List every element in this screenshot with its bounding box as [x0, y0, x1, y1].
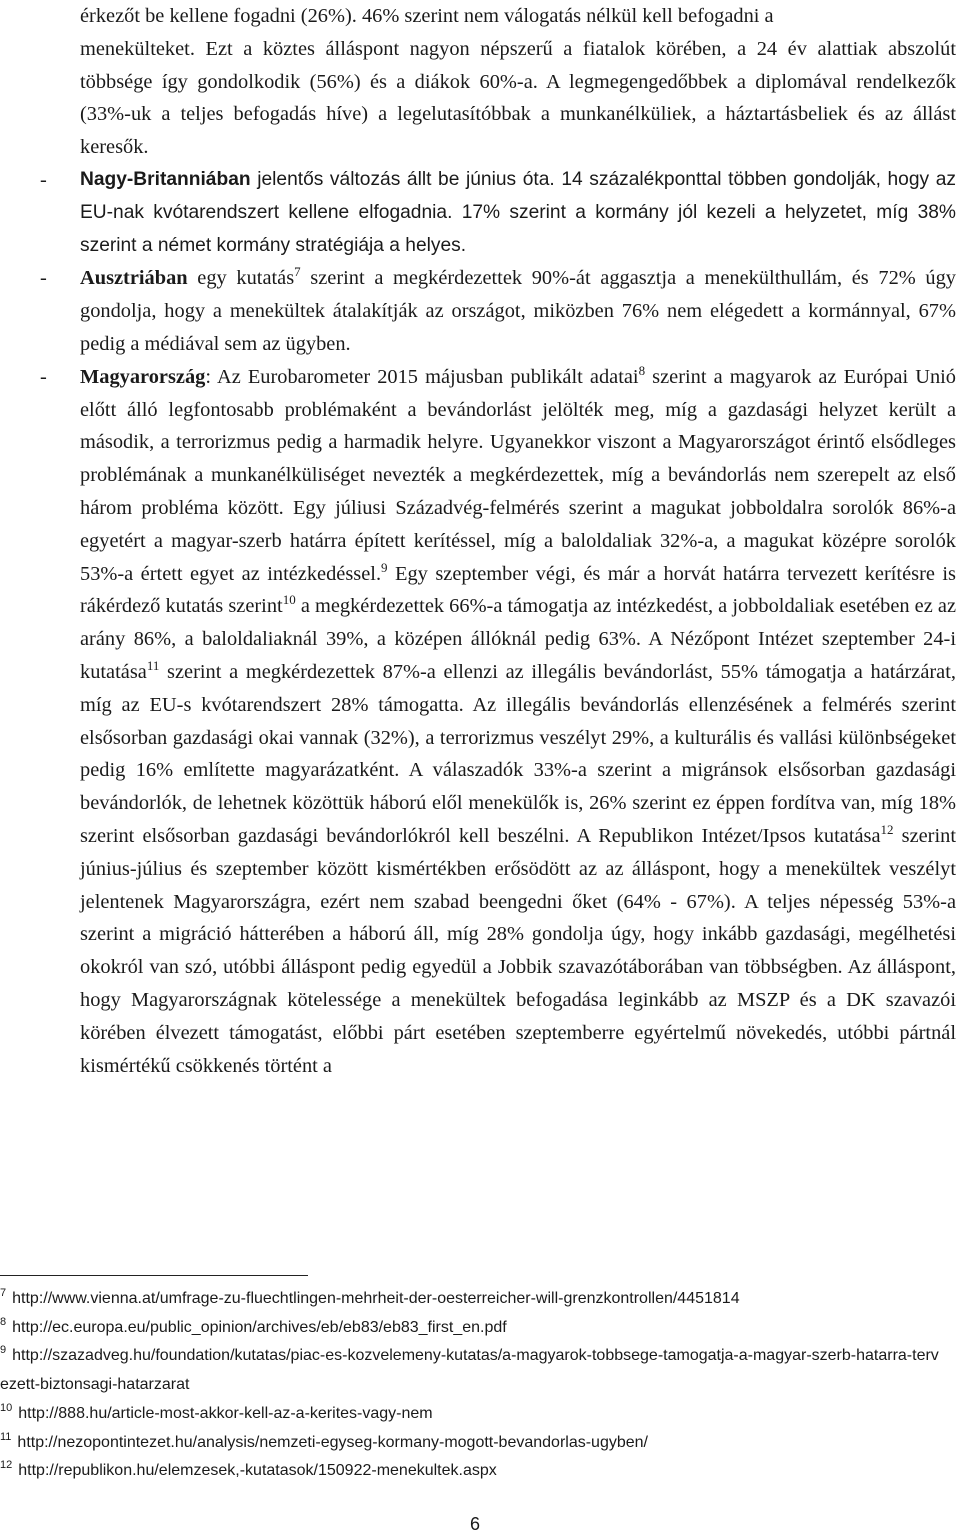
page-number: 6 [470, 1514, 481, 1534]
hungary-text-3: Egy szeptember végi, és már a horvát határra tervezett kerítésre is rákérdező kutatás szerint [80, 562, 956, 618]
footnote-ref-8[interactable]: 8 [638, 362, 646, 378]
footnote-10 [0, 1400, 940, 1429]
footnotes [0, 1285, 940, 1486]
footnote-11 [0, 1429, 940, 1458]
footnote-number: 9 [0, 1344, 7, 1357]
intro-paragraph [0, 0, 956, 164]
footnote-12 [0, 1457, 940, 1486]
footnote-9 [0, 1342, 940, 1399]
hungary-text-6: szerint június-július és szeptember között kismértékben erősödött az az álláspont, hogy a menekültek veszélyt jelentenek Magyarországra, ezért nem szabad beengedni őket (64% - 67%). A teljes népesség 53%-a szerint a migráció hátterében a háború áll, míg 28% gondolja úgy, hogy inkább gazdasági, megélhetési okokról van szó, utóbbi álláspont pedig egyedül a Jobbik szavazótáborában van többségben. Az álláspont, hogy Magyarországnak kötelessége a menekültek befogadása leginkább az MSZP és a DK szavazói körében élvezett támogatást, előbbi párt esetében szeptemberre egyértelmű növekedés, utóbbi pártnál kismértékű csökkenés történt a [80, 824, 957, 1077]
intro-text: menekülteket. Ezt a köztes álláspont nagyon népszerű a fiatalok körében, a 24 év alattiak abszolút többsége így gondolkodik (56%) és a diákok 60%-a. A legmegengedőbbek a diplomával rendelkezők (33%-uk a teljes befogadás híve) a legelutasítóbbak a munkanélküliek, a háztartásbeliek és az állást keresők. [80, 37, 956, 159]
footnote-number: 11 [0, 1430, 12, 1443]
footnote-link[interactable]: http://szazadveg.hu/foundation/kutatas/piac-es-kozvelemeny-kutatas/a-magyarok-tobbsege-tamogatja-a-magyar-szerb-hatarra-tervezett-biztonsagi-hatarzarat [0, 1347, 939, 1394]
hungary-country: Magyarország [80, 365, 206, 388]
hungary-text-2: szerint a magyarok az Európai Unió előtt álló legfontosabb problémaként a bevándorlást jelölték meg, míg a gazdasági helyzet került a második, a terrorizmus pedig a harmadik helyre. Ugyanekkor viszont a Magyarországot érintő elsődleges problémának a munkanélküliséget nevezték a megkérdezettek, míg a bevándorlás nem szerepelt az első három probléma között. Egy júliusi Századvég-felmérés szerint a magukat jobboldalra sorolók 86%-a egyetért a magyar-szerb határra épített kerítéssel, míg a baloldaliak 32%-a, a magukat középre sorolók 53%-a értett egyet az intézkedéssel. [80, 365, 956, 585]
footnote-number: 12 [0, 1459, 13, 1472]
uk-country: Nagy-Britanniában [80, 168, 251, 190]
uk-paragraph [0, 164, 956, 262]
austria-text-b: szerint a megkérdezettek 90%-át aggasztja a menekülthullám, és 72% úgy gondolja, hogy a menekültek átalakítják az országot, miközben 76% nem elégedett a kormánnyal, 67% pedig a médiával sem az ügyben. [80, 267, 956, 355]
footnote-number: 7 [0, 1287, 7, 1299]
uk-text: jelentős változás állt be június óta. 14 százalékponttal többen gondolják, hogy az EU-nak kvótarendszert kellene elfogadnia. 17% szerint a kormány jól kezeli a helyzetet, míg 38% szerint a német kormány stratégiája a helyes. [80, 168, 956, 256]
footnote-ref-12[interactable]: 12 [880, 821, 894, 837]
austria-paragraph [0, 262, 956, 360]
footnote-8 [0, 1314, 940, 1343]
bullet-dash: - [40, 365, 47, 388]
bullet-dash: - [40, 168, 47, 191]
footnote-7 [0, 1285, 940, 1314]
footnote-ref-9[interactable]: 9 [381, 559, 388, 575]
footnote-link[interactable]: http://888.hu/article-most-akkor-kell-az-a-kerites-vagy-nem [18, 1404, 433, 1422]
footnote-link[interactable]: http://republikon.hu/elemzesek,-kutatasok/150922-menekultek.aspx [18, 1462, 497, 1480]
hungary-paragraph [0, 361, 956, 1083]
footnote-number: 8 [0, 1315, 7, 1328]
hungary-text-4: a megkérdezettek 66%-a támogatja az intézkedést, a jobboldaliak esetében ez az arány 86%, a baloldaliaknál 39%, a középen állóknál pedig 63%. A Nézőpont Intézet szeptember 24-i kutatása [80, 595, 957, 683]
hungary-text-5: szerint a megkérdezettek 87%-a ellenzi az illegális bevándorlást, 55% támogatja a határzárat, míg az EU-s kvótarendszert 28% támogatta. Az illegális bevándorlás ellenzésének a felmérés szerint elsősorban gazdasági okai vannak (32%), a terrorizmus veszélyt 29%, a kulturális és vallási különbségeket pedig 16% említette magyarázatként. A válaszadók 33%-a szerint a migránsok elsősorban gazdasági bevándorlók, de lehetnek közöttük háború elől menekülők is, 26% szerint ez éppen fordítva van, míg 18% szerint elsősorban gazdasági bevándorlókról kell beszélni. A Republikon Intézet/Ipsos kutatása [80, 660, 956, 847]
footnote-link[interactable]: http://ec.europa.eu/public_opinion/archives/eb/eb83/eb83_first_en.pdf [12, 1318, 507, 1336]
footnote-ref-11[interactable]: 11 [146, 657, 160, 673]
footnote-link[interactable]: http://www.vienna.at/umfrage-zu-fluechtlingen-mehrheit-der-oesterreicher-will-grenzkontrollen/4451814 [12, 1290, 740, 1307]
austria-country: Ausztriában [80, 267, 188, 290]
austria-text-a: egy kutatás [187, 267, 295, 290]
footnote-ref-10[interactable]: 10 [282, 592, 296, 608]
footnote-number: 10 [0, 1401, 13, 1414]
bullet-dash: - [40, 267, 47, 290]
footnote-separator [0, 1275, 308, 1276]
hungary-text-1: : Az Eurobarometer 2015 májusban publikált adatai [205, 365, 639, 388]
footnote-link[interactable]: http://nezopontintezet.hu/analysis/nemzeti-egyseg-kormany-mogott-bevandorlas-ugyben/ [17, 1433, 648, 1451]
footnote-ref-7[interactable]: 7 [294, 264, 301, 280]
intro-lead-line: érkezőt be kellene fogadni (26%). 46% szerint nem válogatás nélkül kell befogadni a [80, 5, 774, 27]
